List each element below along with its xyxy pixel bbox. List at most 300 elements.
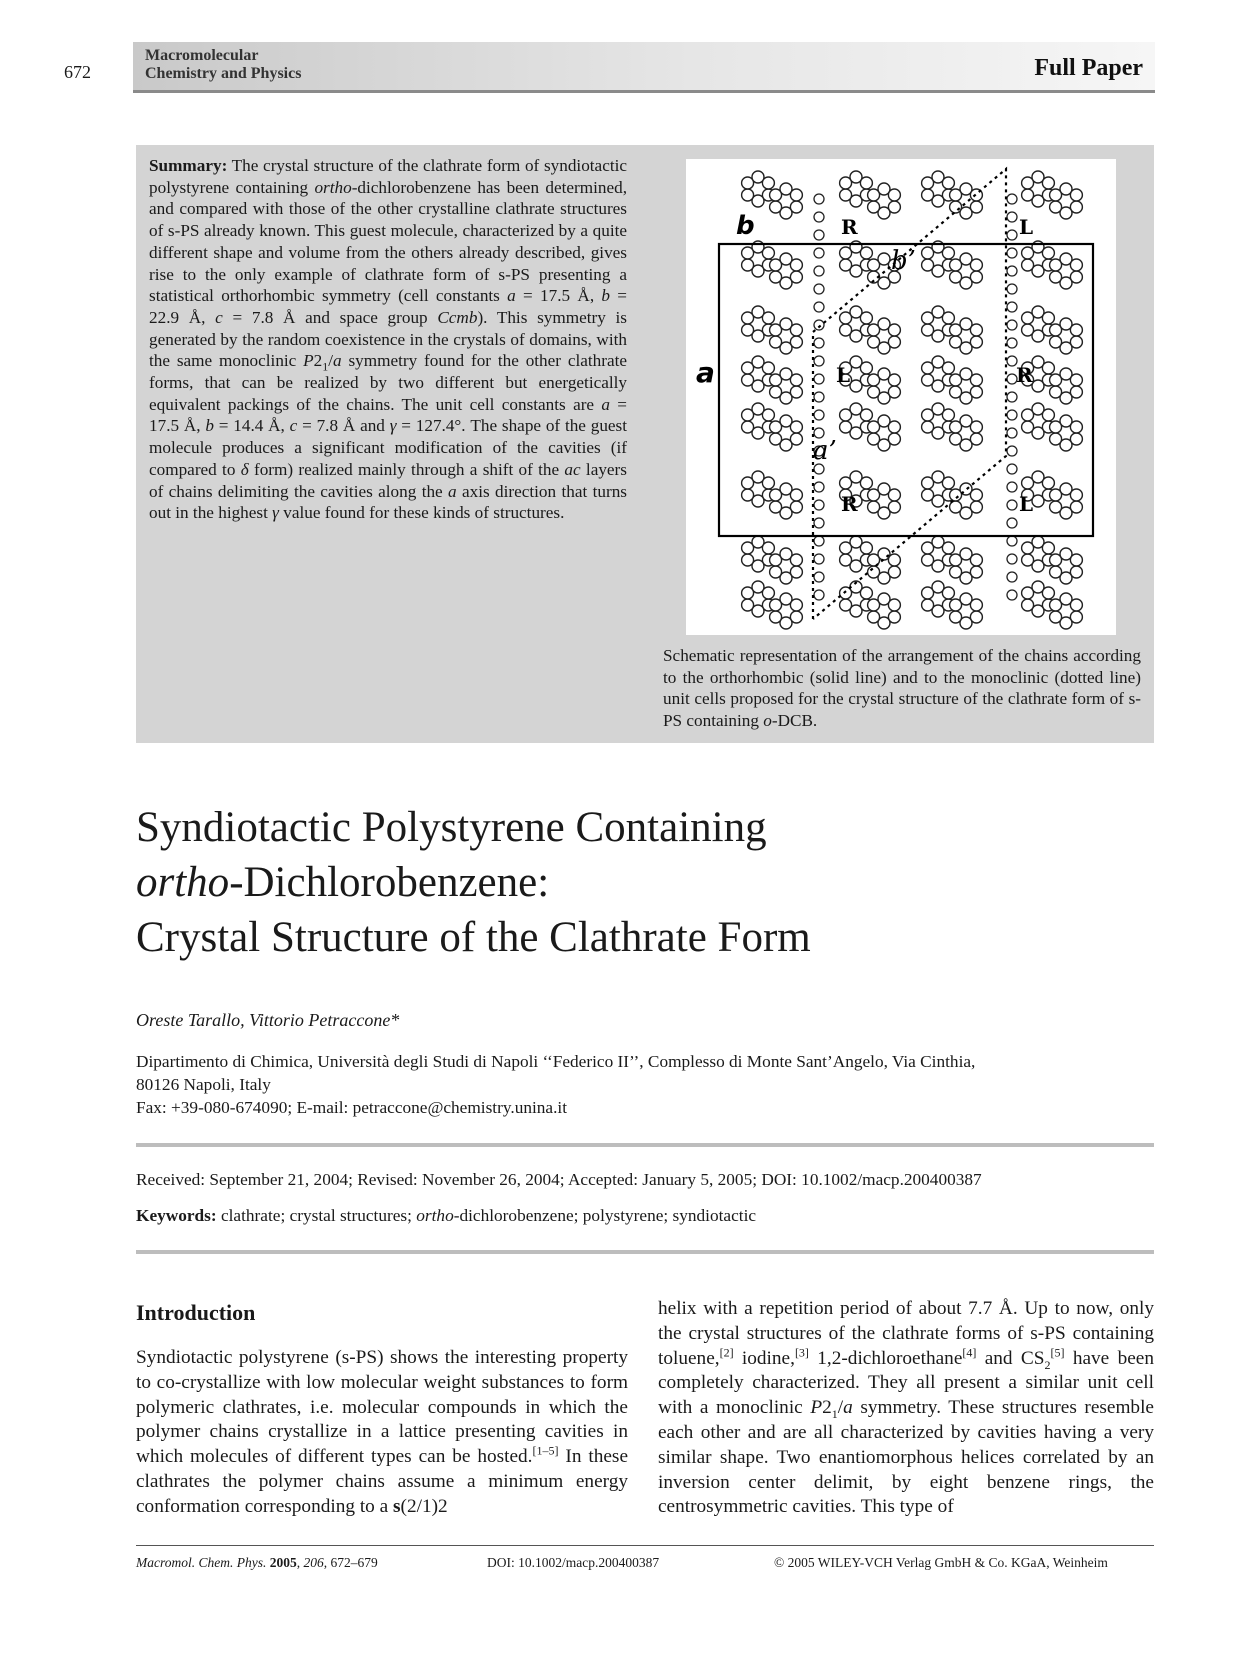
atom-circle (742, 599, 754, 611)
atom-circle (770, 386, 782, 398)
atom-circle (942, 409, 954, 421)
atom-circle (742, 554, 754, 566)
atom-circle (1070, 324, 1082, 336)
atom-circle (1050, 386, 1062, 398)
atom-circle (1042, 587, 1054, 599)
atom-circle (1042, 362, 1054, 374)
figure-caption (663, 645, 1141, 732)
atom-circle (950, 611, 962, 623)
symbol-b: b (601, 286, 611, 306)
benzene-ring (742, 471, 775, 507)
atom-circle (970, 324, 982, 336)
body-column-left (136, 1346, 628, 1520)
atom-circle (840, 259, 852, 271)
symbol-c: c (289, 416, 298, 436)
atom-circle (1070, 189, 1082, 201)
citation: [4] (962, 1345, 977, 1360)
title-line1: Syndiotactic Polystyrene Containing (136, 804, 767, 851)
body-text: Syndiotactic polystyrene (s-PS) shows the interesting property to co-crystallize with low molecular weight substances to form polymeric clathrates, i.e. molecular compounds in which the polymer chains crystallize in a lattice presenting cavities in which molecules of different types can be hosted. (136, 1347, 628, 1468)
summary-text: = 7.8 Å and space group (222, 307, 438, 327)
atom-circle (922, 324, 934, 336)
benzene-ring (840, 403, 873, 439)
atom-circle (942, 312, 954, 324)
symmetry-p: P (810, 1397, 823, 1419)
atom-circle (1050, 611, 1062, 623)
atom-circle (942, 542, 954, 554)
atom-circle (770, 201, 782, 213)
benzene-ring (770, 253, 803, 289)
backbone-atom (814, 212, 824, 222)
atom-circle (742, 259, 754, 271)
atom-circle (868, 566, 880, 578)
symmetry-sub: 1 (831, 1407, 838, 1422)
backbone-atom (814, 482, 824, 492)
atom-circle (762, 409, 774, 421)
atom-circle (950, 433, 962, 445)
atom-circle (888, 324, 900, 336)
benzene-ring (770, 368, 803, 404)
summary-text: The crystal structure of the clathrate form of syndiotactic polystyrene containing (149, 156, 627, 197)
atom-circle (1050, 271, 1062, 283)
benzene-ring (950, 593, 983, 629)
journal-header-bar (133, 42, 1155, 93)
backbone-atom (1007, 482, 1017, 492)
cs2-subscript: 2 (1044, 1357, 1051, 1372)
body-text: and CS (976, 1347, 1045, 1369)
journal-name-line2: Chemistry and Physics (145, 65, 302, 82)
atom-circle (762, 362, 774, 374)
atom-circle (742, 324, 754, 336)
backbone-atom (814, 392, 824, 402)
crystal-structure-diagram (686, 159, 1116, 635)
backbone-atom (1007, 464, 1017, 474)
atom-circle (1050, 566, 1062, 578)
crystal-structure-figure (686, 159, 1116, 635)
divider-top (136, 1143, 1154, 1147)
label-L-middle-left: L (836, 363, 851, 387)
atom-circle (1070, 374, 1082, 386)
benzene-ring (770, 415, 803, 451)
footer-volume: 206 (303, 1555, 324, 1570)
benzene-ring (868, 183, 901, 219)
atom-circle (950, 386, 962, 398)
benzene-ring (922, 471, 955, 507)
atom-circle (770, 433, 782, 445)
backbone-atom (814, 356, 824, 366)
atom-circle (942, 587, 954, 599)
benzene-ring (1022, 241, 1055, 277)
benzene-ring (742, 581, 775, 617)
atom-circle (1070, 599, 1082, 611)
atom-circle (888, 599, 900, 611)
benzene-ring (950, 253, 983, 289)
atom-circle (770, 611, 782, 623)
atom-circle (1042, 477, 1054, 489)
symbol-gamma: γ (389, 416, 397, 436)
body-text: helix with a repetition period of about 7.7 Å. Up to now, only the crystal structures of the clathrate forms of s-PS containing toluene, (658, 1298, 1154, 1369)
backbone-atom (1007, 320, 1017, 330)
summary-text: form) realized mainly through a shift of the (248, 459, 565, 479)
backbone-atom (814, 248, 824, 258)
backbone-atom (1007, 410, 1017, 420)
abstract-summary (149, 155, 627, 524)
keywords-text: clathrate; crystal structures; (216, 1206, 417, 1225)
symmetry-a: a (333, 351, 342, 371)
backbone-atom (1007, 446, 1017, 456)
summary-text: = 22.9 Å, (149, 286, 627, 327)
atom-circle (770, 271, 782, 283)
atom-circle (950, 271, 962, 283)
backbone-atom (1007, 194, 1017, 204)
backbone-atom (814, 554, 824, 564)
citation: [3] (794, 1345, 809, 1360)
symbol-a: a (601, 394, 610, 414)
keywords-label: Keywords: (136, 1206, 217, 1225)
atom-circle (1050, 501, 1062, 513)
atom-circle (1022, 554, 1034, 566)
backbone-atom (1007, 266, 1017, 276)
atom-circle (868, 386, 880, 398)
atom-circle (1022, 189, 1034, 201)
summary-text: layers of chains delimiting the cavities along the (149, 459, 627, 501)
backbone-atom (814, 536, 824, 546)
label-a-prime: a’ (813, 436, 837, 466)
atom-circle (888, 189, 900, 201)
atom-circle (860, 362, 872, 374)
atom-circle (790, 489, 802, 501)
benzene-ring (1050, 318, 1083, 354)
benzene-ring (840, 536, 873, 572)
atom-circle (1070, 554, 1082, 566)
label-a: a (696, 356, 715, 389)
benzene-ring (868, 483, 901, 519)
backbone-atom (1007, 248, 1017, 258)
backbone-atom (1007, 554, 1017, 564)
backbone-atom (1007, 212, 1017, 222)
symmetry-slash: / (837, 1397, 844, 1419)
atom-circle (1022, 259, 1034, 271)
backbone-atom (1007, 230, 1017, 240)
backbone-atom (814, 230, 824, 240)
symbol-b: b (205, 416, 214, 436)
atom-circle (1042, 247, 1054, 259)
atom-circle (790, 259, 802, 271)
abstract-box (136, 145, 1154, 743)
atom-circle (1022, 324, 1034, 336)
summary-text: = 127.4°. The shape of the guest molecule produces a significant modification of the cavities (if compared to (149, 416, 628, 479)
body-column-right (658, 1297, 1154, 1520)
citation: [2] (719, 1345, 734, 1360)
benzene-ring (1050, 548, 1083, 584)
atom-circle (942, 177, 954, 189)
label-b-prime: b’ (891, 246, 916, 276)
benzene-ring (868, 368, 901, 404)
atom-circle (860, 312, 872, 324)
atom-circle (950, 336, 962, 348)
summary-text: symmetry found for the other clathrate forms, that can be realized by two different but energetically equivalent packings of the chains. The unit cell constants are (149, 351, 627, 414)
symbol-a: a (448, 481, 457, 501)
received-dates: Received: September 21, 2004; Revised: November 26, 2004; Accepted: January 5, 2005; DOI: 10.1002/macp.200400387 (136, 1170, 982, 1189)
benzene-ring (770, 548, 803, 584)
symbol-a: a (507, 286, 516, 306)
atom-circle (1042, 409, 1054, 421)
symmetry-two: 2 (822, 1397, 832, 1419)
benzene-ring (770, 593, 803, 629)
summary-text: value found for these kinds of structures. (278, 503, 565, 523)
backbone-atom (814, 590, 824, 600)
body-text: 1,2-dichloroethane (808, 1347, 963, 1369)
benzene-ring (770, 183, 803, 219)
backbone-atom (814, 410, 824, 420)
summary-text: = 17.5 Å, (149, 394, 627, 436)
atom-circle (942, 362, 954, 374)
atom-circle (790, 554, 802, 566)
benzene-ring (922, 536, 955, 572)
paper-type-label: Full Paper (1034, 55, 1143, 81)
atom-circle (762, 247, 774, 259)
atom-circle (762, 477, 774, 489)
atom-circle (888, 421, 900, 433)
atom-circle (922, 189, 934, 201)
backbone-atom (1007, 392, 1017, 402)
citation: [1–5] (532, 1443, 559, 1458)
atom-circle (790, 374, 802, 386)
benzene-ring (1050, 593, 1083, 629)
benzene-ring (922, 581, 955, 617)
atom-circle (922, 489, 934, 501)
backbone-atom (1007, 284, 1017, 294)
summary-text: ). This symmetry is generated by the random coexistence in the crystals of domains, with the same monoclinic (149, 307, 627, 371)
caption-text: -DCB. (771, 711, 818, 731)
benzene-ring (770, 483, 803, 519)
title-ortho: ortho (136, 859, 230, 906)
atom-circle (888, 554, 900, 566)
atom-circle (1070, 489, 1082, 501)
label-R-middle-right: R (1016, 363, 1033, 387)
atom-circle (1042, 312, 1054, 324)
atom-circle (868, 336, 880, 348)
atom-circle (1050, 433, 1062, 445)
atom-circle (860, 247, 872, 259)
backbone-atom (814, 518, 824, 528)
journal-name-line1: Macromolecular (145, 47, 259, 64)
symmetry-a: a (843, 1397, 853, 1419)
summary-text: axis direction that turns out in the highest (149, 481, 627, 523)
atom-circle (1042, 177, 1054, 189)
atom-circle (970, 374, 982, 386)
citation: [5] (1050, 1345, 1065, 1360)
atom-circle (860, 587, 872, 599)
symbol-delta: δ (240, 459, 249, 479)
backbone-atom (1007, 572, 1017, 582)
atom-circle (840, 189, 852, 201)
benzene-ring (1022, 581, 1055, 617)
helix-s: s (393, 1495, 401, 1517)
backbone-atom (814, 572, 824, 582)
affiliation-contact: Fax: +39-080-674090; E-mail: petraccone@chemistry.unina.it (136, 1098, 568, 1117)
atom-circle (860, 177, 872, 189)
page-number: 672 (64, 62, 91, 82)
body-text: iodine, (733, 1347, 795, 1369)
backbone-atom (814, 374, 824, 384)
atom-circle (868, 611, 880, 623)
atom-circle (770, 501, 782, 513)
benzene-ring (1050, 253, 1083, 289)
benzene-ring (868, 415, 901, 451)
affiliation (136, 1050, 1154, 1119)
benzene-ring (840, 241, 873, 277)
section-heading-introduction: Introduction (136, 1300, 256, 1325)
benzene-ring (840, 306, 873, 342)
atom-circle (762, 177, 774, 189)
atom-circle (790, 599, 802, 611)
benzene-ring (1022, 306, 1055, 342)
atom-circle (762, 542, 774, 554)
atom-circle (868, 501, 880, 513)
summary-text: = 17.5 Å, (515, 286, 602, 306)
backbone-atom (1007, 302, 1017, 312)
benzene-ring (1050, 183, 1083, 219)
footer-doi: DOI: 10.1002/macp.200400387 (487, 1555, 660, 1570)
atom-circle (1050, 201, 1062, 213)
benzene-ring (1050, 483, 1083, 519)
journal-name (145, 47, 301, 83)
keywords-text: -dichlorobenzene; polystyrene; syndiotactic (453, 1206, 757, 1225)
atom-circle (942, 247, 954, 259)
benzene-ring (1050, 368, 1083, 404)
backbone-atom (1007, 428, 1017, 438)
atom-circle (860, 542, 872, 554)
atom-circle (922, 599, 934, 611)
benzene-ring (742, 403, 775, 439)
benzene-ring (1022, 403, 1055, 439)
summary-text: -dichlorobenzene has been determined, and compared with those of the other crystalline clathrate structures of s-PS already known. This guest molecule, characterized by a quite different shape and volume from the others already described, gives rise to the only example of clathrate form of s-PS presenting a statistical orthorhombic symmetry (cell constants (149, 177, 627, 306)
summary-label: Summary: (149, 156, 228, 175)
backbone-atom (1007, 338, 1017, 348)
title-line3: Crystal Structure of the Clathrate Form (136, 914, 811, 961)
atom-circle (950, 566, 962, 578)
label-L-bottom-right: L (1019, 492, 1034, 516)
backbone-atom (814, 266, 824, 276)
benzene-ring (868, 548, 901, 584)
atom-circle (922, 259, 934, 271)
footer-pages: , 672–679 (323, 1555, 378, 1570)
benzene-ring (770, 318, 803, 354)
symbol-c: c (215, 307, 223, 327)
atom-circle (970, 554, 982, 566)
atom-circle (840, 324, 852, 336)
atom-circle (770, 566, 782, 578)
authors: Oreste Tarallo, Vittorio Petraccone* (136, 1010, 400, 1030)
atom-circle (790, 324, 802, 336)
atom-circle (742, 489, 754, 501)
symmetry-slash: / (328, 351, 334, 371)
backbone-atom (814, 194, 824, 204)
footer-year: 2005 (269, 1555, 297, 1570)
caption-o: o (763, 711, 772, 731)
atom-circle (888, 374, 900, 386)
benzene-ring (922, 241, 955, 277)
benzene-ring (868, 593, 901, 629)
summary-ortho: ortho (314, 177, 352, 197)
atom-circle (922, 554, 934, 566)
backbone-atom (814, 500, 824, 510)
benzene-ring (950, 318, 983, 354)
benzene-ring (950, 548, 983, 584)
backbone-atom (814, 320, 824, 330)
benzene-ring (868, 318, 901, 354)
summary-text: = 14.4 Å, (213, 416, 290, 436)
atom-circle (860, 477, 872, 489)
keywords (136, 1206, 756, 1226)
benzene-ring (950, 483, 983, 519)
benzene-ring (742, 356, 775, 392)
backbone-atom (1007, 500, 1017, 510)
label-R-bottom-left: R (841, 492, 858, 516)
atom-circle (1050, 336, 1062, 348)
benzene-ring (922, 171, 955, 207)
atom-circle (742, 421, 754, 433)
atom-circle (922, 374, 934, 386)
symbol-gamma: γ (272, 503, 279, 523)
atom-circle (762, 587, 774, 599)
keywords-ortho: ortho (416, 1206, 454, 1225)
space-group: Ccmb (437, 307, 478, 327)
benzene-ring (922, 356, 955, 392)
atom-circle (742, 374, 754, 386)
atom-circle (742, 189, 754, 201)
benzene-ring (1022, 536, 1055, 572)
atom-circle (1070, 421, 1082, 433)
backbone-atom (1007, 590, 1017, 600)
body-text: have been completely characterized. They all present a similar unit cell with a monoclinic (658, 1347, 1154, 1419)
footer-journal: Macromol. Chem. Phys. (136, 1555, 267, 1570)
label-R-top-left: R (841, 215, 858, 239)
atom-circle (790, 421, 802, 433)
helix-notation: (2/1)2 (400, 1495, 448, 1517)
backbone-atom (1007, 536, 1017, 546)
atom-circle (970, 421, 982, 433)
benzene-ring (1050, 415, 1083, 451)
atom-circle (868, 201, 880, 213)
atom-circle (888, 489, 900, 501)
article-title (136, 800, 1136, 965)
symmetry-p: P (303, 351, 314, 371)
benzene-ring (742, 241, 775, 277)
atom-circle (1042, 542, 1054, 554)
atom-circle (762, 312, 774, 324)
label-b: b (736, 211, 755, 241)
title-line2: -Dichlorobenzene: (229, 859, 550, 906)
atom-circle (1022, 599, 1034, 611)
label-L-top-right: L (1019, 215, 1034, 239)
benzene-ring (950, 368, 983, 404)
atom-circle (840, 599, 852, 611)
atom-circle (970, 489, 982, 501)
atom-circle (970, 259, 982, 271)
atom-circle (860, 409, 872, 421)
atom-circle (790, 189, 802, 201)
symmetry-sub: 1 (322, 359, 329, 374)
atom-circle (950, 201, 962, 213)
benzene-ring (950, 415, 983, 451)
backbone-atom (814, 338, 824, 348)
atom-circle (868, 433, 880, 445)
benzene-ring (840, 581, 873, 617)
backbone-atom (1007, 518, 1017, 528)
benzene-ring (742, 536, 775, 572)
caption-text: Schematic representation of the arrangement of the chains according to the orthorhombic (solid line) and to the monoclinic (dotted line) unit cells proposed for the crystal structure of the clathrate form of s-PS containing (663, 646, 1141, 731)
